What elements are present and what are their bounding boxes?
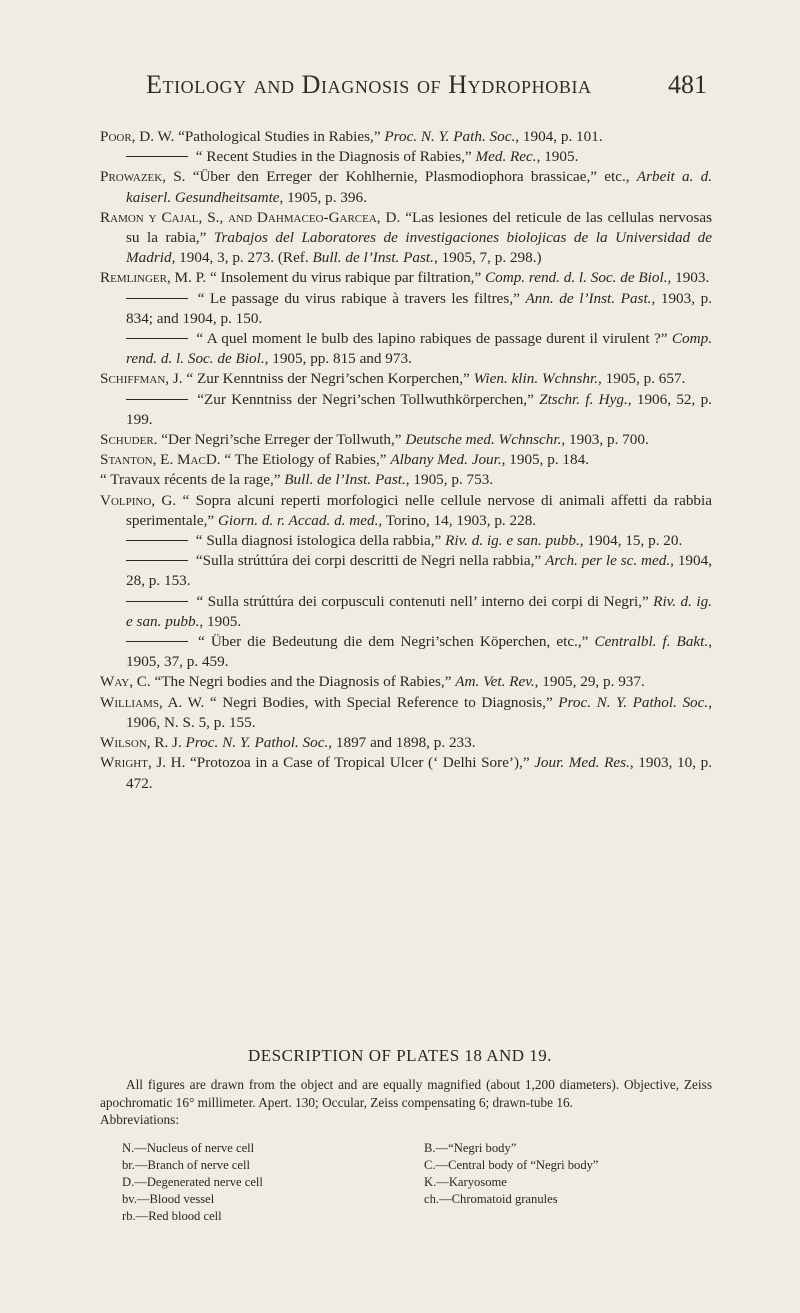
bibliography-entry: [100, 693, 712, 733]
entry-author: Volpino, G.: [100, 491, 177, 509]
ditto-dash: [126, 540, 188, 541]
entry-title: “Über den Erreger der Kohlhernie, Plasmodiophora brassicae,” etc.,: [185, 168, 637, 186]
entry-title: “Protozoa in a Case of Tropical Ulcer (‘ Delhi Sore’),”: [185, 754, 535, 772]
entry-journal: Jour. Med. Res.: [534, 754, 630, 772]
bibliography-entry: [100, 167, 712, 207]
bibliography-entry: [100, 672, 712, 692]
entry-title: “ Sopra alcuni reperti morfologici nelle cellule nervose di animali affetti da rabbia sperimentale,”: [126, 491, 712, 529]
entry-citation: , 1905, 37, p. 459.: [126, 633, 712, 671]
entry-title: “ Sulla strúttúra dei corpusculi contenuti nell’ interno dei corpi di Negri,”: [192, 592, 654, 610]
entry-citation: , 1903, p. 834; and 1904, p. 150.: [126, 289, 713, 327]
entry-title: “Pathological Studies in Rabies,”: [174, 128, 385, 145]
entry-journal: Proc. N. Y. Pathol. Soc.: [558, 693, 709, 711]
ditto-dash: [126, 641, 188, 642]
bibliography-entry: [100, 127, 712, 147]
bibliography-list: [100, 127, 712, 794]
entry-journal: Comp. rend. d. l. Soc. de Biol.: [126, 330, 712, 368]
entry-title: “ A quel moment le bulb des lapino rabiques de passage durent il virulent ?”: [192, 330, 672, 348]
bibliography-entry: [100, 208, 712, 269]
entry-citation: , Torino, 14, 1903, p. 228.: [378, 511, 537, 529]
entry-author: Way, C.: [100, 673, 151, 691]
entry-title: “ Recent Studies in the Diagnosis of Rabies,”: [192, 148, 476, 166]
entry-journal: Giorn. d. r. Accad. d. med.: [217, 511, 379, 529]
entry-title: “ Zur Kenntniss der Negri’schen Korperchen,”: [182, 370, 474, 388]
entry-journal: Deutsche med. Wchnschr.: [405, 431, 562, 449]
entry-journal: Centralbl. f. Bakt.: [594, 633, 709, 651]
entry-title: “Der Negri’sche Erreger der Tollwuth,”: [157, 431, 406, 449]
bibliography-entry: [100, 551, 712, 591]
bibliography-entry: [100, 369, 712, 389]
abbreviation-item: N.—Nucleus of nerve cell: [122, 1141, 255, 1155]
entry-journal: Arbeit a. d. kaiserl. Gesundheitsamte: [126, 168, 712, 206]
entry-title: “Las lesiones del reticule de las cellulas nervosas su la rabia,”: [126, 208, 713, 247]
abbreviation-item: C.—Central body of “Negri body”: [424, 1158, 599, 1172]
entry-journal: Ztschr. f. Hyg.: [539, 390, 628, 408]
entry-title: “ Sulla diagnosi istologica della rabbia,”: [192, 532, 446, 550]
entry-citation: , 1905, pp. 815 and 973.: [264, 350, 412, 368]
bibliography-entry: [100, 632, 712, 672]
entry-journal: Bull. de l’Inst. Past.: [284, 471, 406, 489]
bibliography-entry: [100, 531, 712, 551]
entry-citation: , 1905.: [199, 612, 242, 630]
abbreviations-right-column: [424, 1140, 684, 1208]
entry-author: Schiffman, J.: [100, 370, 183, 388]
entry-title: “Zur Kenntniss der Negri’schen Tollwuthkörperchen,”: [192, 390, 540, 408]
ditto-dash: [126, 156, 188, 157]
entry-title: “ Travaux récents de la rage,”: [100, 471, 285, 489]
bibliography-entry: [100, 753, 712, 793]
entry-citation: , 1904, 3, p. 273. (Ref.: [171, 249, 313, 267]
entry-citation: , 1904, 15, p. 20.: [579, 532, 683, 550]
entry-journal: Comp. rend. d. l. Soc. de Biol.: [485, 269, 668, 287]
entry-author: Prowazek, S.: [100, 168, 186, 186]
plates-section-title: DESCRIPTION OF PLATES 18 AND 19.: [247, 1046, 553, 1065]
abbreviations-label: Abbreviations:: [100, 1112, 180, 1127]
ditto-dash: [126, 399, 188, 400]
ditto-dash: [126, 560, 188, 561]
entry-title: “The Negri bodies and the Diagnosis of Rabies,”: [150, 673, 456, 691]
bibliography-entry: [100, 390, 712, 430]
bibliography-entry: [100, 147, 712, 167]
entry-citation: , 1905, p. 396.: [279, 188, 367, 206]
entry-citation: , 1905, p. 657.: [598, 370, 686, 388]
entry-title: “ Über die Bedeutung die dem Negri’schen Köperchen, etc.,”: [192, 633, 595, 651]
bibliography-entry: [100, 470, 712, 490]
entry-citation: , 1905, 29, p. 937.: [534, 673, 645, 691]
ditto-dash: [126, 338, 188, 339]
abbreviation-item: br.—Branch of nerve cell: [122, 1158, 250, 1172]
abbreviation-item: rb.—Red blood cell: [122, 1209, 222, 1223]
entry-author: Williams, A. W.: [100, 693, 205, 711]
entry-journal: Albany Med. Jour.: [390, 451, 502, 469]
entry-citation: , 1903, p. 700.: [561, 431, 649, 449]
entry-journal: Proc. N. Y. Pathol. Soc.: [185, 734, 329, 752]
entry-journal: Med. Rec.: [475, 148, 537, 166]
entry-citation: , 1905.: [536, 148, 579, 166]
bibliography-entry: [100, 289, 712, 329]
entry-author: Wright, J. H.: [100, 754, 186, 772]
entry-author: Stanton, E. MacD.: [100, 451, 221, 469]
entry-author: Wilson, R. J.: [100, 734, 182, 752]
abbreviations-left-column: [122, 1140, 382, 1225]
entry-title: “ The Etiology of Rabies,”: [220, 451, 391, 469]
plates-description: All figures are drawn from the object and are equally magnified (about 1,200 diameters). Objective, Zeiss apochromatic 16° millimeter. Apert. 130; Occular, Zeiss compensating 6; drawn-tube 16.: [100, 1077, 712, 1110]
running-title: Etiology and Diagnosis of Hydrophobia: [146, 70, 592, 99]
entry-citation: , 1905, p. 184.: [501, 451, 589, 469]
abbreviation-item: B.—“Negri body”: [424, 1141, 517, 1155]
entry-author: Schuder.: [100, 431, 158, 449]
entry-citation: , 1904, p. 101.: [515, 128, 603, 145]
entry-title: “ Le passage du virus rabique à travers les filtres,”: [192, 289, 526, 307]
entry-journal: Ann. de l’Inst. Past.: [525, 289, 652, 307]
entry-journal: Am. Vet. Rev.: [455, 673, 535, 691]
entry-journal: Wien. klin. Wchnshr.: [473, 370, 599, 388]
entry-citation: , 1897 and 1898, p. 233.: [328, 734, 476, 752]
entry-author: Ramon y Cajal, S., and Dahmaceo-Garcea, D.: [100, 208, 401, 226]
abbreviation-item: ch.—Chromatoid granules: [424, 1192, 558, 1206]
ditto-dash: [126, 298, 188, 299]
entry-citation: , 1906, N. S. 5, p. 155.: [126, 693, 712, 731]
running-head: [0, 70, 800, 110]
page-number: 481: [668, 70, 707, 99]
bibliography-entry: [100, 268, 712, 288]
entry-citation: , 1903.: [667, 269, 710, 287]
entry-citation: , 1903, 10, p. 472.: [126, 754, 713, 792]
abbreviation-item: K.—Karyosome: [424, 1175, 507, 1189]
entry-journal: Bull. de l’Inst. Past.: [312, 249, 434, 267]
entry-journal: Riv. d. ig. e san. pubb.: [445, 532, 580, 550]
entry-citation: , 1906, 52, p. 199.: [126, 390, 712, 428]
entry-title: “ Negri Bodies, with Special Reference to Diagnosis,”: [204, 693, 559, 711]
abbreviation-item: D.—Degenerated nerve cell: [122, 1175, 263, 1189]
entry-title: “ Insolement du virus rabique par filtration,”: [206, 269, 485, 287]
bibliography-entry: [100, 592, 712, 632]
ditto-dash: [126, 601, 188, 602]
entry-journal: Arch. per le sc. med.: [545, 552, 671, 570]
entry-citation: , 1905, 7, p. 298.): [433, 249, 542, 267]
bibliography-entry: [100, 491, 712, 531]
entry-journal: Proc. N. Y. Path. Soc.: [384, 128, 516, 145]
entry-title: “Sulla strúttúra dei corpi descritti de Negri nella rabbia,”: [192, 552, 546, 570]
bibliography-entry: [100, 450, 712, 470]
entry-author: Remlinger, M. P.: [100, 269, 207, 287]
entry-journal: Trabajos del Laboratores de investigaciones biolojicas de la Universidad de Madrid: [126, 229, 712, 267]
bibliography-entry: [100, 329, 712, 369]
abbreviation-item: bv.—Blood vessel: [122, 1192, 215, 1206]
entry-author: Poor, D. W.: [100, 128, 175, 145]
bibliography-entry: [100, 733, 712, 753]
bibliography-entry: [100, 430, 712, 450]
entry-journal: Riv. d. ig. e san. pubb.: [126, 592, 712, 630]
entry-citation: , 1904, 28, p. 153.: [126, 552, 713, 590]
entry-citation: , 1905, p. 753.: [405, 471, 494, 489]
